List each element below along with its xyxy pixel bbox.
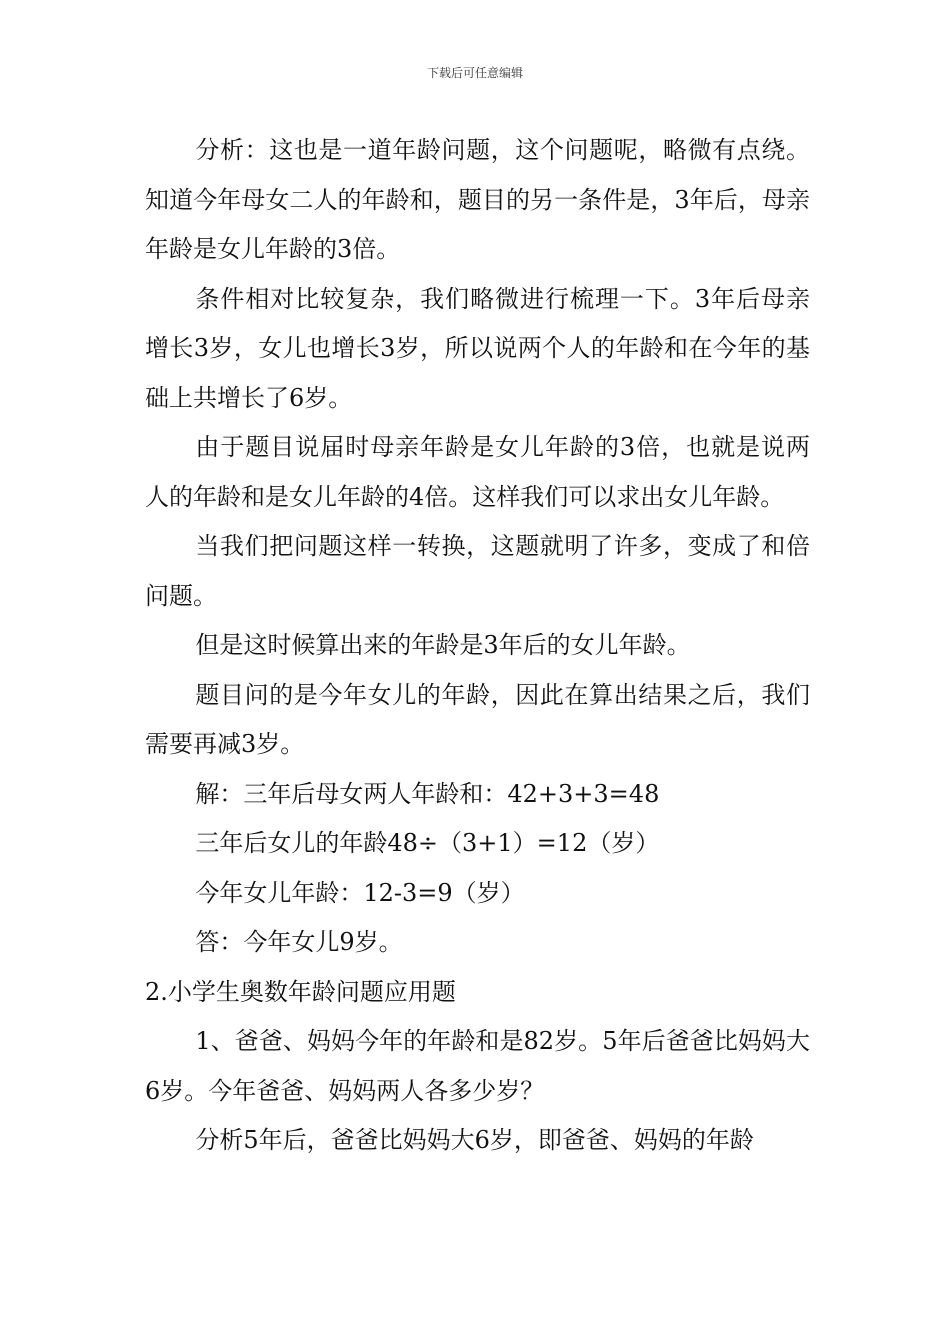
page-header: 下载后可任意编辑 (426, 66, 523, 80)
solution-answer: 答：今年女儿9岁。 (195, 928, 403, 956)
paragraph-conditions: 条件相对比较复杂，我们略微进行梳理一下。3年后母亲增长3岁，女儿也增长3岁，所以说两个人的年龄和在今年的基础上共增长了6岁。 (145, 284, 810, 412)
section-heading: 2.小学生奥数年龄问题应用题 (145, 977, 456, 1006)
solution-step-1: 解：三年后母女两人年龄和：42+3+3=48 (195, 779, 660, 808)
problem-1-analysis: 分析5年后，爸爸比妈妈大6岁，即爸爸、妈妈的年龄 (195, 1126, 754, 1154)
paragraph-multiple: 由于题目说届时母亲年龄是女儿年龄的3倍，也就是说两人的年龄和是女儿年龄的4倍。这样我们可以求出女儿年龄。 (145, 433, 810, 511)
paragraph-analysis-intro: 分析：这也是一道年龄问题，这个问题呢，略微有点绕。知道今年母女二人的年龄和，题目的另一条件是，3年后，母亲年龄是女儿年龄的3倍。 (145, 136, 810, 263)
solution-step-2: 三年后女儿的年龄48÷（3+1）=12（岁） (195, 829, 660, 857)
paragraph-transform: 当我们把问题这样一转换，这题就明了许多，变成了和倍问题。 (145, 532, 810, 610)
document-body (145, 126, 810, 1166)
problem-1: 1、爸爸、妈妈今年的年龄和是82岁。5年后爸爸比妈妈大6岁。今年爸爸、妈妈两人各多少岁？ (145, 1027, 810, 1105)
solution-step-3: 今年女儿年龄：12-3=9（岁） (195, 878, 525, 907)
paragraph-question: 题目问的是今年女儿的年龄，因此在算出结果之后，我们需要再减3岁。 (145, 680, 810, 758)
paragraph-note: 但是这时候算出来的年龄是3年后的女儿年龄。 (195, 631, 691, 659)
